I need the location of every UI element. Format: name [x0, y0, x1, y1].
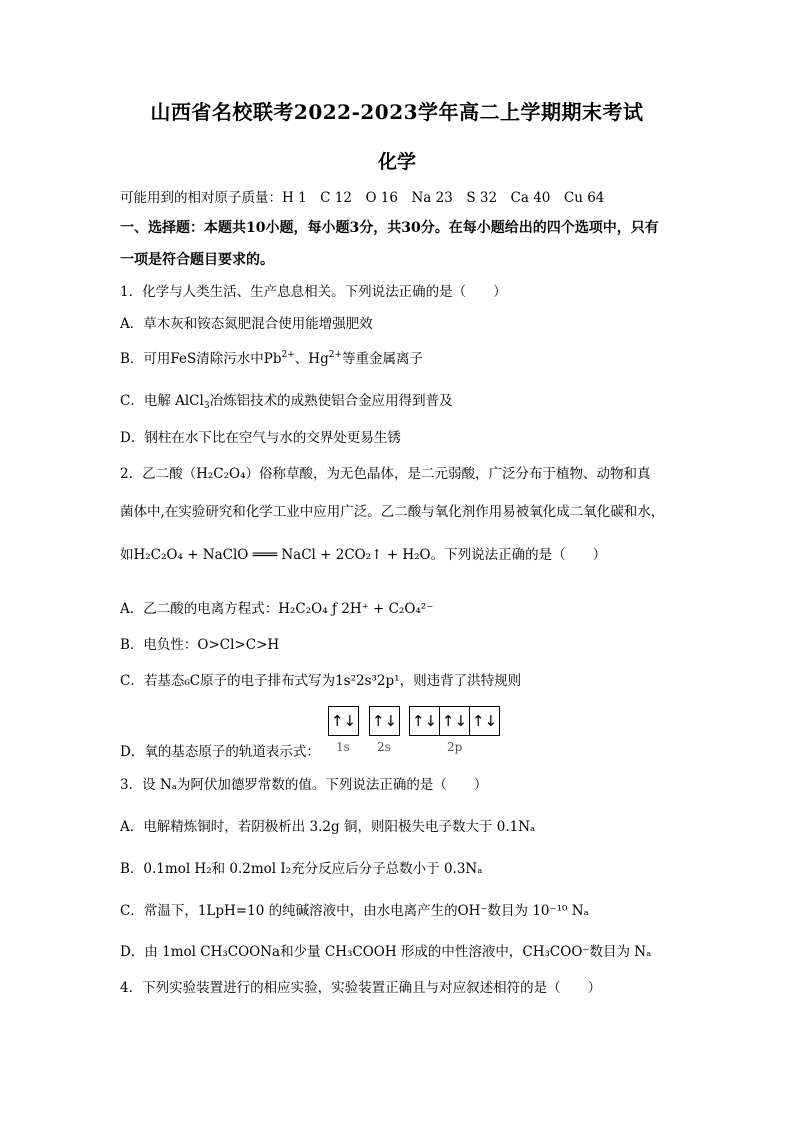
electron-pair-icon: ↑↓ — [439, 707, 469, 735]
q3-option-c: C．常温下，1LpH=10 的纯碱溶液中，由水电离产生的OH⁻数目为 10⁻¹⁰ Nₐ — [120, 903, 589, 919]
q3-option-b: B．0.1mol H₂和 0.2mol I₂充分反应后分子总数小于 0.3Nₐ — [120, 861, 483, 877]
orbital-box-1s — [328, 706, 359, 736]
orbital-label-1s: 1s — [336, 740, 350, 754]
orbital-label-2p: 2p — [447, 740, 463, 754]
q1-option-b: B．可用FeS清除污水中$Pb^{2+}$、$Hg^{2+}$等重金属离子 — [120, 350, 423, 367]
q4-stem: 4．下列实验装置进行的相应实验，实验装置正确且与对应叙述相符的是（ ） — [120, 980, 602, 996]
q2-option-a: A．乙二酸的电离方程式：H₂C₂O₄ ƒ 2H⁺ + C₂O₄²⁻ — [120, 601, 434, 617]
electron-pair-icon: ↑↓ — [330, 712, 357, 730]
q2-option-c: C．若基态₆C原子的电子排布式写为1s²2s³2p¹，则违背了洪特规则 — [120, 673, 522, 689]
exam-title: 山西省名校联考2022-2023学年高二上学期期末考试 — [150, 100, 644, 124]
q2-stem-line3: 如H₂C₂O₄ + NaClO ═══ NaCl + 2CO₂↑ + H₂O。下列说法正确的是（ ） — [120, 547, 607, 563]
orbital-box-2p — [409, 706, 500, 736]
subject-title: 化学 — [377, 151, 416, 173]
q1-option-a: A．草木灰和铵态氮肥混合使用能增强肥效 — [120, 316, 373, 332]
atomic-masses: 可能用到的相对原子质量：H 1 C 12 O 16 Na 23 S 32 Ca 40 Cu 64 — [120, 190, 605, 206]
q3-option-d: D．由 1mol CH₃COONa和少量 CH₃COOH 形成的中性溶液中，CH₃COO⁻数目为 Nₐ — [120, 944, 652, 960]
section-heading-line1: 一、选择题：本题共10小题，每小题3分，共30分。在每小题给出的四个选项中，只有 — [120, 220, 659, 236]
section-heading-line2: 一项是符合题目要求的。 — [120, 252, 274, 268]
orbital-box-2s — [369, 706, 400, 736]
q1-option-d: D．钢柱在水下比在空气与水的交界处更易生锈 — [120, 430, 401, 446]
q1-option-c: C．电解 AlCl$_3$冶炼铝技术的成熟使铝合金应用得到普及 — [120, 393, 453, 411]
q1-stem: 1．化学与人类生活、生产息息相关。下列说法正确的是（ ） — [120, 284, 507, 300]
q2-stem-line1: 2．乙二酸（H₂C₂O₄）俗称草酸，为无色晶体，是二元弱酸，广泛分布于植物、动物和真 — [120, 466, 651, 482]
q2-option-b: B．电负性：O>Cl>C>H — [120, 637, 280, 653]
q2-stem-line2: 菌体中,在实验研究和化学工业中应用广泛。乙二酸与氧化剂作用易被氧化成二氧化碳和水， — [120, 504, 665, 520]
q3-option-a: A．电解精炼铜时，若阴极析出 3.2g 铜，则阳极失电子数大于 0.1Nₐ — [120, 819, 536, 835]
q2-option-d: D．氧的基态原子的轨道表示式： — [120, 744, 320, 760]
q3-stem: 3．设 Nₐ为阿伏加德罗常数的值。下列说法正确的是（ ） — [120, 777, 488, 793]
electron-pair-icon: ↑↓ — [469, 707, 499, 735]
electron-pair-icon: ↑↓ — [411, 712, 438, 730]
electron-pair-icon: ↑↓ — [371, 712, 398, 730]
orbital-label-2s: 2s — [377, 740, 391, 754]
